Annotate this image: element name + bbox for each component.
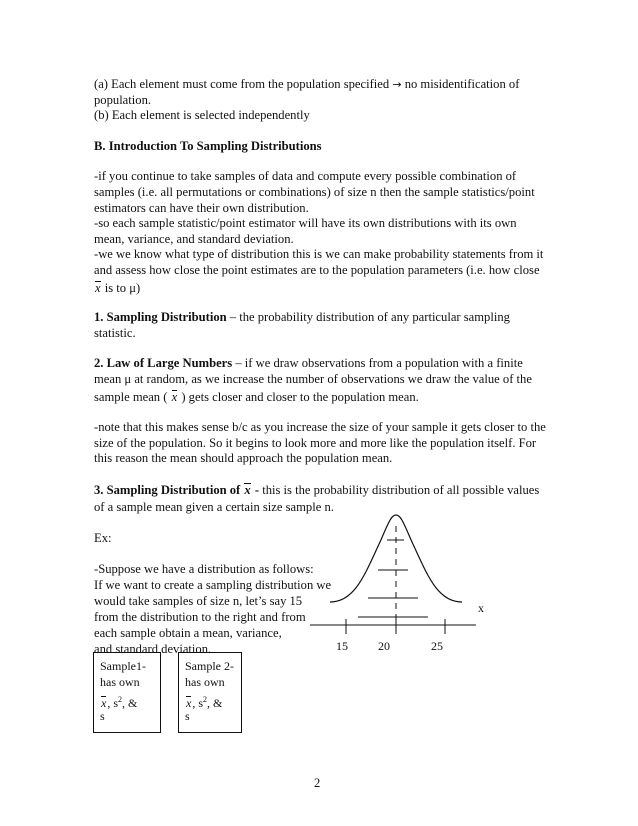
intro-line-4: -so each sample statistic/point estimator will have its own distributions with its own xyxy=(94,216,517,230)
definition-2-line-3 xyxy=(94,389,419,406)
definition-2 xyxy=(94,355,523,372)
distribution-graph xyxy=(300,512,500,662)
definition-2-line-2: mean μ at random, as we increase the number of observations we draw the value of the xyxy=(94,372,532,386)
note-line-2: size of the population. So it begins to look more and more like the population itself. For xyxy=(94,436,537,450)
sample-2-line-2: has own xyxy=(185,675,225,689)
definition-3-continuation: of a sample mean given a certain size sample n. xyxy=(94,500,334,514)
definition-1-term: 1. Sampling Distribution xyxy=(94,310,227,324)
criterion-a xyxy=(94,76,519,93)
criterion-a-text-2: no misidentification of xyxy=(404,77,520,91)
x-bar-symbol: x xyxy=(95,281,101,295)
sample-1-stats xyxy=(100,692,137,711)
example-label: Ex: xyxy=(94,531,112,545)
sample-1-line-4: s xyxy=(100,709,105,723)
tick-label-20: 20 xyxy=(378,639,390,653)
example-line-1: -Suppose we have a distribution as follows: xyxy=(94,562,314,576)
sample-1-amp: , & xyxy=(122,696,138,710)
note-line-3: this reason the mean should approach the population mean. xyxy=(94,451,393,465)
intro-line-8-text: is to μ) xyxy=(104,281,141,295)
example-line-2: If we want to create a sampling distribution we xyxy=(94,578,332,592)
example-line-5: each sample obtain a mean, variance, xyxy=(94,626,282,640)
right-arrow-icon: → xyxy=(392,78,402,91)
definition-2-term: 2. Law of Large Numbers xyxy=(94,356,233,370)
tick-label-15: 15 xyxy=(336,639,348,653)
intro-line-2: samples (i.e. all permutations or combinations) of size n then the sample statistics/point xyxy=(94,185,535,199)
sample-2-stats xyxy=(185,692,222,711)
definition-3-term: 3. Sampling Distribution of xyxy=(94,483,241,497)
criterion-a-continuation: population. xyxy=(94,93,152,107)
page-number: 2 xyxy=(314,776,321,790)
definition-3-text: this is the probability distribution of all possible values xyxy=(259,483,540,497)
section-b-heading: B. Introduction To Sampling Distributions xyxy=(94,139,322,153)
x-axis-label: x xyxy=(478,601,484,615)
x-bar-symbol: x xyxy=(186,696,192,710)
sample-2-stat-s: , s xyxy=(192,696,203,710)
sample-1-stat-s: , s xyxy=(107,696,118,710)
example-line-6: and standard deviation. xyxy=(94,642,212,656)
intro-line-8 xyxy=(94,280,140,297)
sample-2-title: Sample 2- xyxy=(185,659,234,673)
definition-1 xyxy=(94,309,510,326)
intro-line-3: estimators can have their own distribution. xyxy=(94,201,309,215)
intro-line-5: mean, variance, and standard deviation. xyxy=(94,232,294,246)
intro-line-1: -if you continue to take samples of data and compute every possible combination of xyxy=(94,169,517,183)
tick-label-25: 25 xyxy=(431,639,443,653)
example-line-4: from the distribution to the right and from xyxy=(94,610,306,624)
sample-2-amp: , & xyxy=(207,696,223,710)
sample-1-title: Sample1- xyxy=(100,659,146,673)
sample-1-superscript: 2 xyxy=(118,695,122,704)
definition-1-text: – the probability distribution of any particular sampling xyxy=(226,310,510,324)
definition-3-dash: - xyxy=(251,483,260,497)
sample-2-line-4: s xyxy=(185,709,190,723)
sample-1-box xyxy=(93,652,161,733)
criterion-a-text: (a) Each element must come from the population specified xyxy=(94,77,390,91)
x-bar-symbol: x xyxy=(101,696,107,710)
sample-1-line-2: has own xyxy=(100,675,140,689)
definition-2-text: – if we draw observations from a population with a finite xyxy=(232,356,523,370)
x-bar-symbol: x xyxy=(171,390,178,404)
definition-1-continuation: statistic. xyxy=(94,326,136,340)
x-bar-symbol: x xyxy=(244,483,251,497)
definition-2-line-3-post: ) gets closer and closer to the population mean. xyxy=(181,390,419,404)
intro-line-7: and assess how close the point estimates are to the population parameters (i.e. how close xyxy=(94,263,540,277)
example-line-3: would take samples of size n, let’s say 15 xyxy=(94,594,303,608)
intro-line-6: -we we know what type of distribution this is we can make probability statements from it xyxy=(94,247,544,261)
note-line-1: -note that this makes sense b/c as you increase the size of your sample it gets closer to the xyxy=(94,420,546,434)
sample-2-box xyxy=(178,652,242,733)
definition-3 xyxy=(94,482,539,499)
sample-2-superscript: 2 xyxy=(203,695,207,704)
criterion-b: (b) Each element is selected independently xyxy=(94,108,310,122)
definition-2-line-3-pre: sample mean ( xyxy=(94,390,168,404)
